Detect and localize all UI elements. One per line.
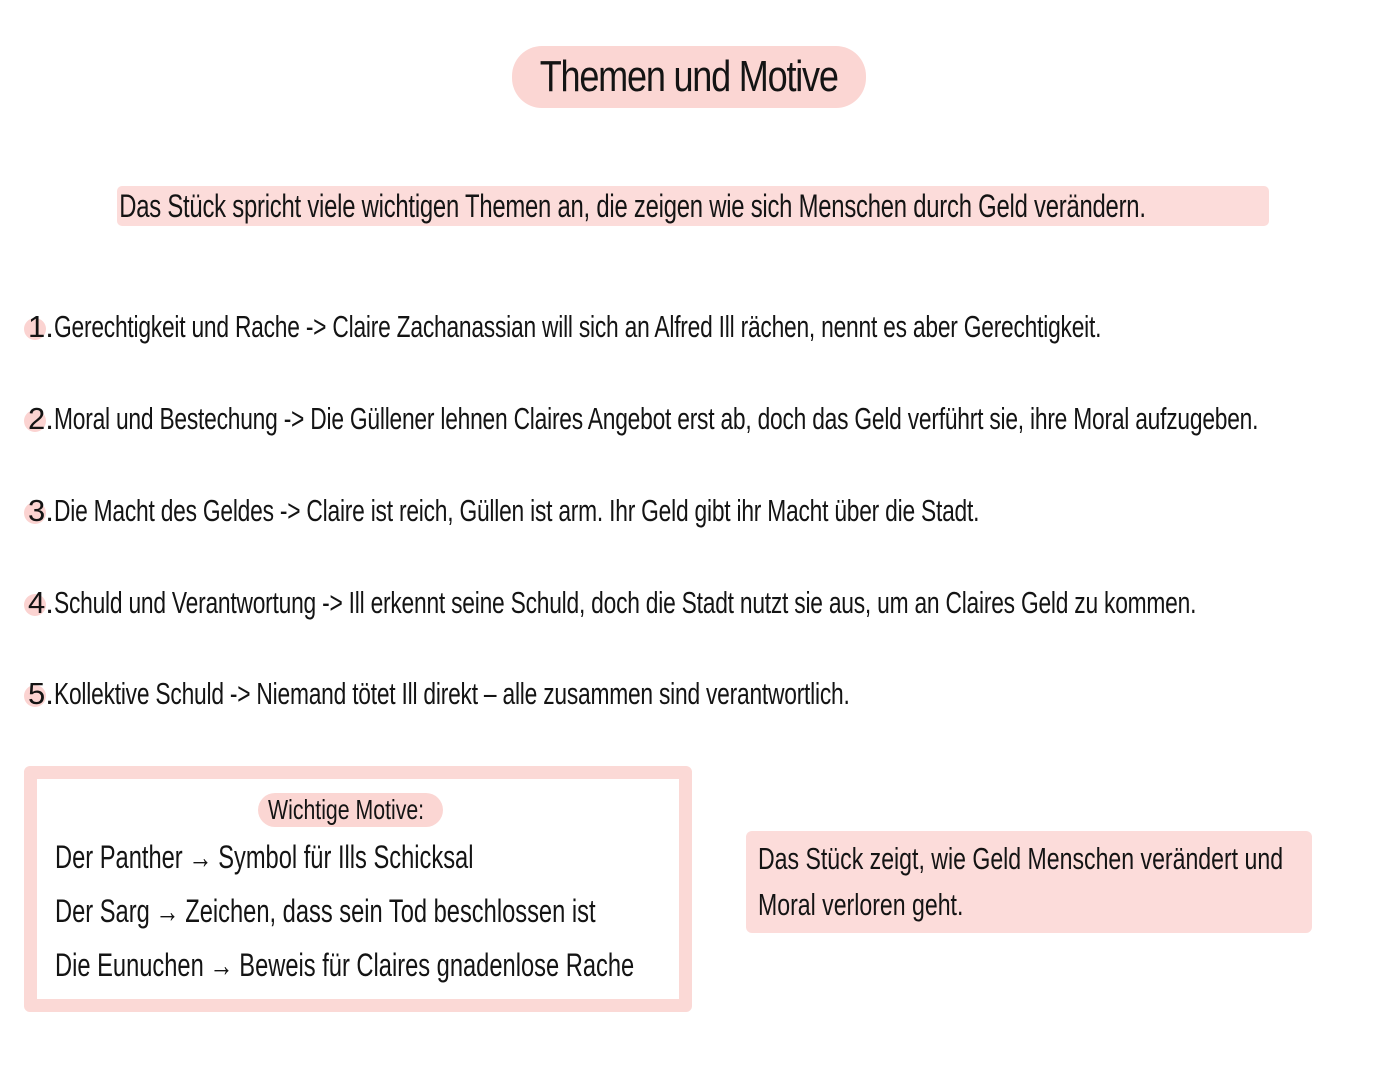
theme-text: Die Macht des Geldes -> Claire ist reich, Güllen ist arm. Ihr Geld gibt ihr Macht über die Stadt.	[53, 493, 980, 528]
conclusion-line-1: Das Stück zeigt, wie Geld Menschen verändert und	[758, 841, 1284, 876]
theme-item-4	[28, 581, 1395, 625]
theme-text: Gerechtigkeit und Rache -> Claire Zachanassian will sich an Alfred Ill rächen, nennt es aber Gerechtigkeit.	[53, 309, 1102, 344]
theme-item-5	[28, 672, 1136, 716]
theme-text: Kollektive Schuld -> Niemand tötet Ill direkt – alle zusammen sind verantwortlich.	[53, 676, 850, 711]
theme-number: 5.	[28, 676, 54, 711]
arrow-right-icon: →	[188, 838, 213, 875]
conclusion-line-2: Moral verloren geht.	[758, 887, 964, 922]
intro-highlight	[117, 186, 1269, 226]
motive-name: Der Sarg	[55, 892, 150, 929]
theme-text: Schuld und Verantwortung -> Ill erkennt seine Schuld, doch die Stadt nutzt sie aus, um an Claires Geld zu kommen.	[53, 585, 1197, 620]
arrow-right-icon: →	[209, 946, 234, 983]
motives-box	[24, 766, 692, 1012]
intro-text: Das Stück spricht viele wichtigen Themen an, die zeigen wie sich Menschen durch Geld verändern.	[119, 187, 1146, 224]
motive-meaning: Beweis für Claires gnadenlose Rache	[239, 946, 635, 983]
motive-name: Die Eunuchen	[55, 946, 204, 983]
conclusion-box	[746, 831, 1312, 933]
page-title-highlight	[512, 46, 866, 108]
motives-heading: Wichtige Motive:	[268, 794, 425, 825]
motive-item	[55, 889, 785, 933]
theme-number: 3.	[28, 493, 54, 528]
page-title: Themen und Motive	[540, 52, 838, 101]
theme-text: Moral und Bestechung -> Die Güllener lehnen Claires Angebot erst ab, doch das Geld verführt sie, ihre Moral aufzugeben.	[53, 401, 1259, 436]
motive-name: Der Panther	[55, 838, 183, 875]
theme-item-1	[28, 305, 1395, 349]
theme-number: 2.	[28, 401, 54, 436]
motive-item	[55, 835, 621, 879]
arrow-right-icon: →	[155, 892, 180, 929]
theme-item-3	[28, 489, 1313, 533]
theme-number: 4.	[28, 585, 54, 620]
motive-meaning: Zeichen, dass sein Tod beschlossen ist	[185, 892, 596, 929]
theme-number: 1.	[28, 309, 54, 344]
motives-heading-highlight	[258, 793, 443, 827]
motive-item	[55, 943, 838, 987]
motive-meaning: Symbol für Ills Schicksal	[218, 838, 474, 875]
theme-item-2	[28, 397, 1395, 441]
